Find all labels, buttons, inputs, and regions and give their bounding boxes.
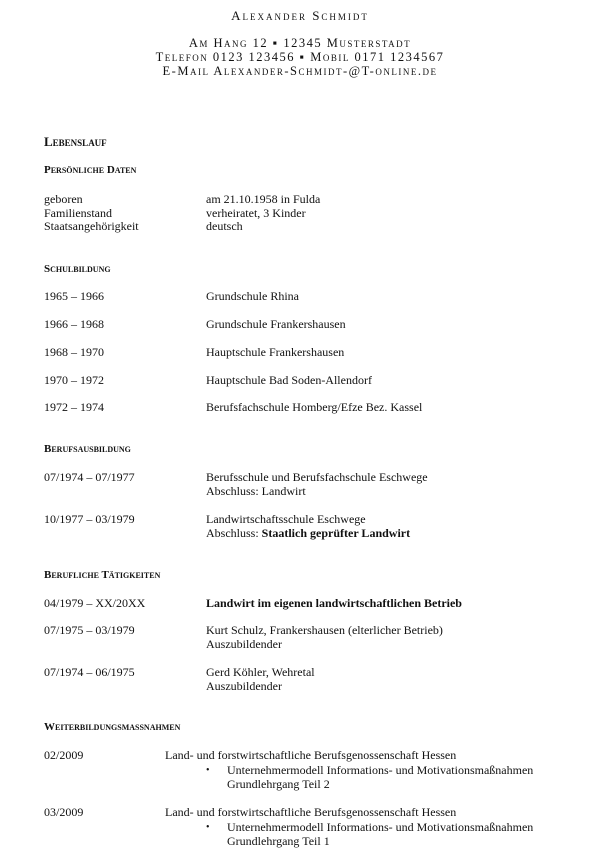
section-heading-training: Berufsausbildung [44,443,131,455]
school-name: Berufsfachschule Homberg/Efze Bez. Kassel [206,400,423,414]
work-employer: Kurt Schulz, Frankershausen (elterlicher Betrieb) [206,623,443,637]
personal-value: verheiratet, 3 Kinder [206,206,306,220]
school-period: 1970 – 1972 [44,373,104,387]
work-period: 04/1979 – XX/20XX [44,596,146,610]
school-period: 1965 – 1966 [44,289,104,303]
course-title: Unternehmermodell Informations- und Motivationsmaßnahmen [227,763,534,777]
personal-value: am 21.10.1958 in Fulda [206,192,321,206]
personal-label: Familienstand [44,206,112,220]
course-title: Unternehmermodell Informations- und Motivationsmaßnahmen [227,820,534,834]
course-date: 03/2009 [44,805,84,819]
section-heading-personal: Persönliche Daten [44,164,137,176]
course-part: Grundlehrgang Teil 2 [227,777,330,791]
address-line: Am Hang 12 ▪ 12345 Musterstadt [188,36,412,50]
section-heading-school: Schulbildung [44,263,111,275]
school-period: 1972 – 1974 [44,400,104,414]
phone-line: Telefon 0123 123456 ▪ Mobil 0171 1234567 [155,50,445,64]
school-name: Grundschule Frankershausen [206,317,346,331]
personal-value: deutsch [206,219,243,233]
course-organization: Land- und forstwirtschaftliche Berufsgenossenschaft Hessen [165,805,457,819]
email-line: E-Mail Alexander-Schmidt-@T-online.de [162,64,438,78]
training-institution: Landwirtschaftsschule Eschwege [206,512,366,526]
bullet-icon: • [206,822,210,833]
school-name: Grundschule Rhina [206,289,299,303]
work-period: 07/1974 – 06/1975 [44,665,135,679]
work-role: Auszubildender [206,679,282,693]
school-name: Hauptschule Frankershausen [206,345,345,359]
training-institution: Berufsschule und Berufsfachschule Eschwege [206,470,428,484]
personal-label: geboren [44,192,83,206]
work-employer: Gerd Köhler, Wehretal [206,665,315,679]
school-period: 1966 – 1968 [44,317,104,331]
section-heading-work: Berufliche Tätigkeiten [44,569,161,581]
bullet-icon: • [206,765,210,776]
page-title: Lebenslauf [44,134,107,149]
training-period: 07/1974 – 07/1977 [44,470,135,484]
personal-label: Staatsangehörigkeit [44,219,139,233]
training-degree: Abschluss: Staatlich geprüfter Landwirt [206,526,411,540]
work-employer: Landwirt im eigenen landwirtschaftlichen Betrieb [206,596,462,610]
section-heading-further-education: Weiterbildungsmassnahmen [44,721,181,733]
course-date: 02/2009 [44,748,84,762]
training-degree: Abschluss: Landwirt [206,484,306,498]
work-role: Auszubildender [206,637,282,651]
course-part: Grundlehrgang Teil 1 [227,834,330,848]
school-period: 1968 – 1970 [44,345,104,359]
applicant-name: Alexander Schmidt [231,8,369,23]
work-period: 07/1975 – 03/1979 [44,623,135,637]
school-name: Hauptschule Bad Soden-Allendorf [206,373,372,387]
training-period: 10/1977 – 03/1979 [44,512,135,526]
course-organization: Land- und forstwirtschaftliche Berufsgenossenschaft Hessen [165,748,457,762]
